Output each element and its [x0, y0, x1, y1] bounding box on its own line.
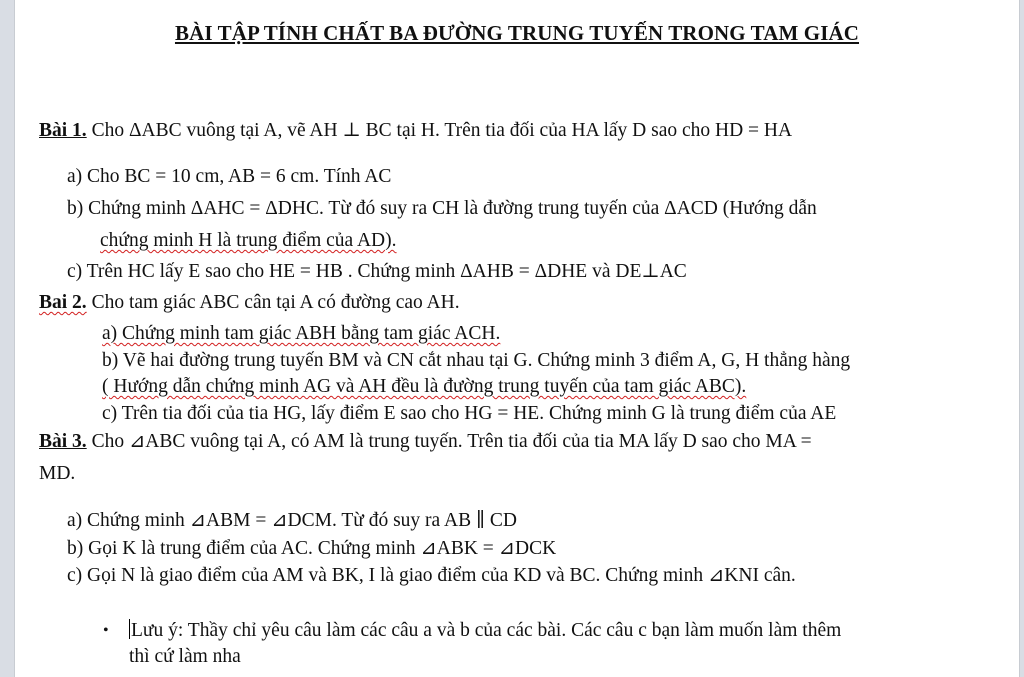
- bai1-item-c: c) Trên HC lấy E sao cho HE = HB . Chứng minh ΔAHB = ΔDHE và DE⊥AC: [67, 261, 687, 282]
- bai3-label: Bài 3.: [39, 431, 87, 452]
- bai2-label: Bai 2.: [39, 292, 87, 313]
- text-cursor: [129, 619, 130, 639]
- bai1-item-b-line2: chứng minh H là trung điểm của AD).: [100, 230, 397, 251]
- bai2-text: Cho tam giác ABC cân tại A có đường cao AH.: [86, 292, 460, 313]
- note-bullet: •: [103, 622, 109, 639]
- bai2-item-b-line1: b) Vẽ hai đường trung tuyến BM và CN cắt nhau tại G. Chứng minh 3 điểm A, G, H thẳng hàng: [102, 350, 851, 371]
- bai3-text-line2: MD.: [39, 463, 76, 484]
- bai2-item-b-line2: ( Hướng dẫn chứng minh AG và AH đều là đường trung tuyến của tam giác ABC).: [102, 376, 747, 397]
- bai1-text: Cho ΔABC vuông tại A, vẽ AH ⊥ BC tại H. Trên tia đối của HA lấy D sao cho HD = HA: [86, 120, 793, 141]
- note-line2: thì cứ làm nha: [129, 646, 241, 667]
- document-page: [14, 0, 1020, 677]
- note-line1-text: Lưu ý: Thầy chỉ yêu câu làm các câu a và b của các bài. Các câu c bạn làm muốn làm thêm: [131, 620, 842, 641]
- bai1-heading: [39, 115, 792, 146]
- bai3-item-b: b) Gọi K là trung điểm của AC. Chứng minh ⊿ABK = ⊿DCK: [67, 538, 557, 559]
- bai3-item-c: c) Gọi N là giao điểm của AM và BK, I là giao điểm của KD và BC. Chứng minh ⊿KNI cân.: [67, 565, 796, 586]
- bai1-item-a: a) Cho BC = 10 cm, AB = 6 cm. Tính AC: [67, 166, 392, 187]
- bai1-item-b-line1: b) Chứng minh ΔAHC = ΔDHC. Từ đó suy ra CH là đường trung tuyến của ΔACD (Hướng dẫn: [67, 198, 817, 219]
- bai3-text-line1: Cho ⊿ABC vuông tại A, có AM là trung tuyến. Trên tia đối của tia MA lấy D sao cho MA =: [86, 431, 812, 452]
- bai3-item-a: a) Chứng minh ⊿ABM = ⊿DCM. Từ đó suy ra AB ∥ CD: [67, 510, 517, 531]
- document-title: BÀI TẬP TÍNH CHẤT BA ĐƯỜNG TRUNG TUYẾN TRONG TAM GIÁC: [174, 21, 860, 45]
- bai1-label: Bài 1.: [39, 120, 87, 141]
- bai2-item-a: a) Chứng minh tam giác ABH bằng tam giác ACH.: [102, 323, 501, 344]
- bai3-heading: [39, 426, 812, 457]
- bai2-heading: [39, 287, 460, 318]
- bai2-item-c: c) Trên tia đối của tia HG, lấy điểm E sao cho HG = HE. Chứng minh G là trung điểm của AE: [102, 403, 837, 424]
